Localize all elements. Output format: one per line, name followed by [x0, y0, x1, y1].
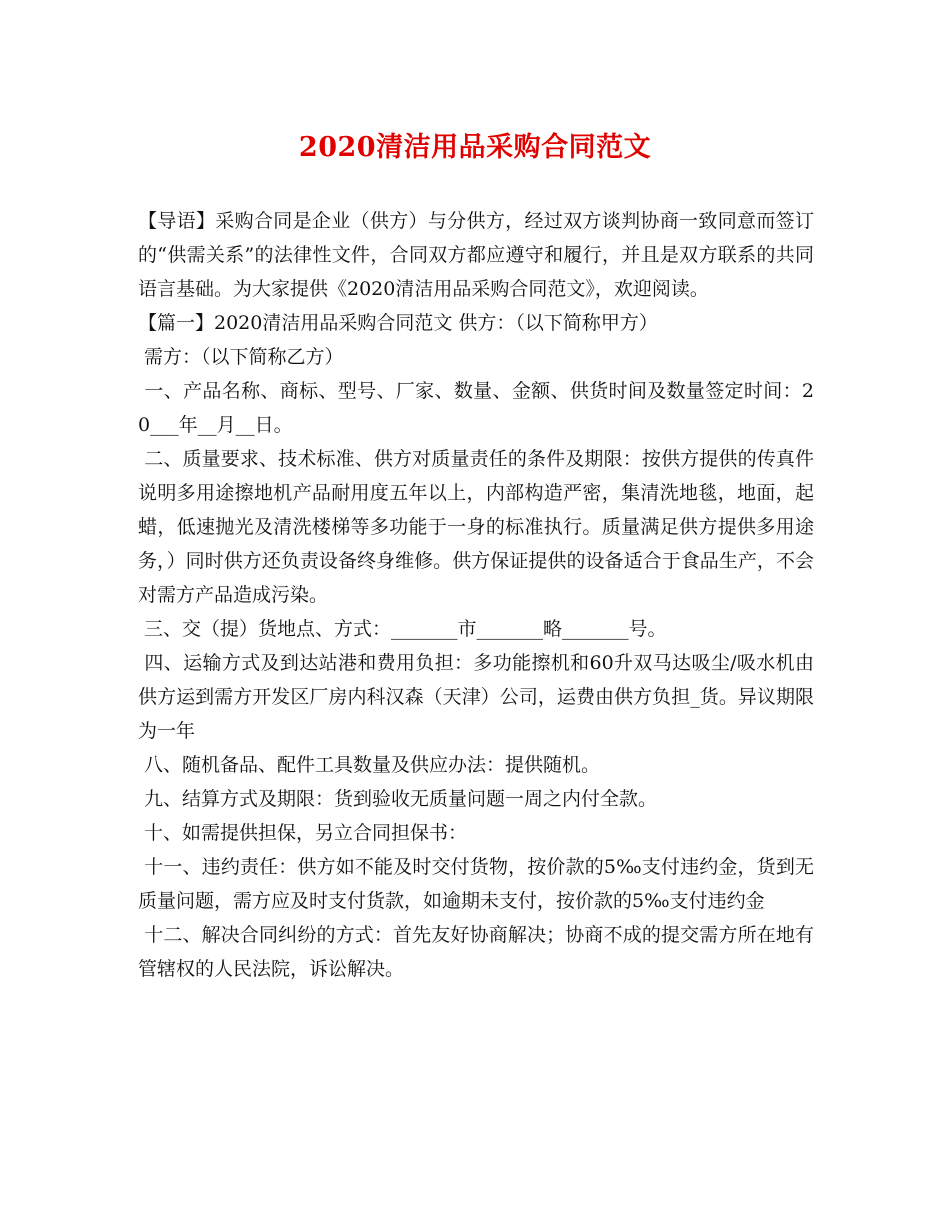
paragraph-clause-12: 十二、解决合同纠纷的方式：首先友好协商解决；协商不成的提交需方所在地有管辖权的人民法院，诉讼解决。: [138, 924, 814, 980]
document-body: [138, 204, 814, 986]
paragraph-clause-1: 一、产品名称、商标、型号、厂家、数量、金额、供货时间及数量签定时间：20___年__月__日。: [138, 380, 815, 436]
paragraph-clause-9: 九、结算方式及期限：货到验收无质量问题一周之内付全款。: [138, 788, 658, 810]
paragraph-clause-4: 四、运输方式及到达站港和费用负担：多功能擦机和60升双马达吸尘/吸水机由供方运到需方开发区厂房内科汉森（天津）公司，运费由供方负担_货。异议期限为一年: [138, 652, 814, 742]
paragraph-clause-3: 三、交（提）货地点、方式：_______市_______略_______号。: [138, 618, 667, 640]
paragraph-clause-11: 十一、违约责任：供方如不能及时交付货物，按价款的5‰支付违约金，货到无质量问题，需方应及时支付货款，如逾期未支付，按价款的5‰支付违约金: [138, 856, 814, 912]
paragraph-intro: 【导语】采购合同是企业（供方）与分供方，经过双方谈判协商一致同意而签订的“供需关系”的法律性文件，合同双方都应遵守和履行，并且是双方联系的共同语言基础。为大家提供《2020清洁用品采购合同范文》，欢迎阅读。: [138, 210, 814, 300]
paragraph-clause-10: 十、如需提供担保，另立合同担保书：: [138, 822, 468, 844]
paragraph-buyer: 需方：（以下简称乙方）: [138, 346, 344, 368]
paragraph-clause-2: 二、质量要求、技术标准、供方对质量责任的条件及期限：按供方提供的传真件说明多用途擦地机产品耐用度五年以上，内部构造严密，集清洗地毯，地面，起蜡，低速抛光及清洗楼梯等多功能于一身的标准执行。质量满足供方提供多用途务，）同时供方还负责设备终身维修。供方保证提供的设备适合于食品生产，不会对需方产品造成污染。: [138, 448, 814, 606]
document-title: 2020清洁用品采购合同范文: [298, 132, 652, 163]
paragraph-clause-8: 八、随机备品、配件工具数量及供应办法：提供随机。: [138, 754, 601, 776]
paragraph-part-one-heading: 【篇一】2020清洁用品采购合同范文 供方：（以下简称甲方）: [138, 312, 658, 334]
